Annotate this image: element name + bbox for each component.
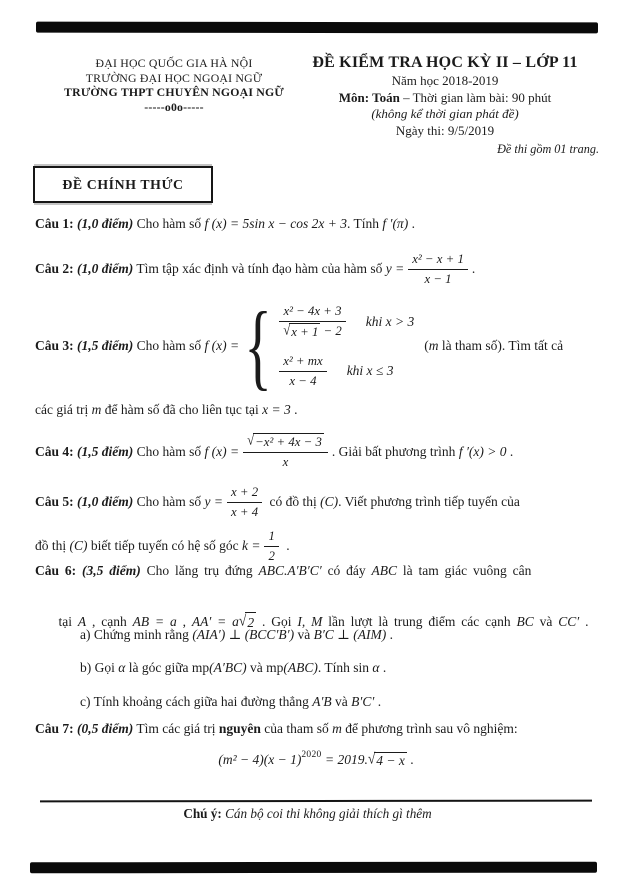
fraction-numerator: x² − 4x + 3: [279, 303, 345, 322]
question-6-item-b: b) Gọi α là góc giữa mp(A′BC) và mp(ABC). Tính sin α .: [80, 660, 387, 675]
question-3-continued: các giá trị m để hàm số đã cho liên tục tại x = 3 .: [35, 402, 298, 417]
question-5: [35, 480, 597, 524]
college-name: TRƯỜNG ĐẠI HỌC NGOẠI NGỮ: [85, 70, 263, 85]
radical-icon: √: [247, 432, 255, 448]
fraction: [279, 303, 346, 341]
question-1: Câu 1: (1,0 điểm) Cho hàm số f (x) = 5sin x − cos 2x + 3. Tính f ′(π) .: [35, 216, 415, 231]
question-4-text: Câu 4: (1,5 điểm) Cho hàm số f (x) =: [35, 444, 240, 459]
question-2-end: .: [471, 261, 476, 276]
subject-name: Môn: Toán: [338, 89, 400, 105]
fraction-denominator: x: [282, 455, 289, 469]
question-5-line2-end: .: [282, 538, 290, 553]
case-1: [275, 303, 414, 341]
fraction-numerator: [243, 433, 328, 453]
header-separator: -----o0o-----: [144, 99, 204, 114]
fraction-numerator: 1: [264, 528, 278, 547]
sqrt: √ 2: [239, 612, 256, 633]
radical-icon: √: [283, 321, 291, 338]
question-3: [35, 293, 597, 399]
fraction-numerator: x² + mx: [279, 353, 326, 372]
radical-icon: √: [367, 750, 376, 767]
fraction-numerator: x² − x + 1: [408, 251, 468, 270]
scan-artifact-bottom-bar: [30, 862, 597, 874]
piecewise-cases: [275, 303, 414, 390]
question-3-tail: (m là tham số). Tìm tất cả: [424, 338, 564, 353]
question-7-equation: $(m^2 - 4)(x - 1)^{2020} = 2019$. √ 4 − x .: [218, 750, 414, 768]
question-4: [35, 428, 597, 476]
question-7: Câu 7: (0,5 điểm) Tìm các giá trị nguyên của tham số m để phương trình sau vô nghiệm:: [35, 721, 518, 736]
time-note: (không kể thời gian phát đề): [371, 106, 519, 121]
question-5-text: Câu 5: (1,0 điểm) Cho hàm số y =: [35, 494, 224, 509]
subject-line: [287, 90, 603, 107]
exam-date: Ngày thi: 9/5/2019: [395, 122, 495, 138]
header-right: [287, 52, 603, 158]
question-6: Câu 6: (3,5 điểm) Cho lăng trụ đứng ABC.A′B′C′ có đáy ABC là tam giác vuông cân: [35, 563, 532, 578]
question-5-mid: có đồ thị (C). Viết phương trình tiếp tuyến của: [266, 494, 520, 509]
fraction: [279, 353, 326, 390]
question-6-line2: tại A , cạnh AB = a , AA′ = a √ 2 . Gọi I, M lần lượt là trung điểm các cạnh BC và CC′ .: [35, 592, 597, 653]
exponent: 2020: [301, 750, 322, 760]
sqrt: √ −x² + 4x − 3: [247, 432, 322, 449]
subject-duration: – Thời gian làm bài: 90 phút: [399, 89, 552, 105]
school-name: TRƯỜNG THPT CHUYÊN NGOẠI NGỮ: [64, 85, 284, 100]
fraction: [408, 251, 468, 288]
footer-divider: [40, 800, 592, 803]
question-4-end: . Giải bất phương trình f ′(x) > 0 .: [331, 444, 514, 459]
fraction: [227, 484, 262, 521]
fraction: [264, 528, 278, 565]
school-year: Năm học 2018-2019: [391, 73, 499, 88]
header-left: [38, 56, 310, 114]
question-6-item-a: a) Chứng minh rằng (AIA′) ⊥ (BCC′B′) và B′C ⊥ (AIM) .: [80, 627, 393, 642]
question-2-text: Câu 2: (1,0 điểm) Tìm tập xác định và tính đạo hàm của hàm số y =: [35, 261, 405, 276]
exam-title: ĐỀ KIỂM TRA HỌC KỲ II – LỚP 11: [312, 54, 578, 71]
fraction: [243, 433, 328, 471]
sqrt: √ 4 − x: [367, 750, 405, 768]
sqrt: √ x + 1: [283, 321, 319, 339]
fraction-numerator: x + 2: [227, 484, 262, 503]
question-5-line2-text: đồ thị (C) biết tiếp tuyến có hệ số góc k =: [35, 538, 261, 553]
case-1-condition: khi x > 3: [365, 313, 415, 329]
fraction-denominator: √ x + 1 − 2: [283, 321, 342, 339]
official-exam-stamp: [33, 166, 213, 203]
stamp-label: ĐỀ CHÍNH THỨC: [62, 176, 184, 192]
case-2: [275, 353, 414, 390]
footer-note: Chú ý: Cán bộ coi thi không giải thích gì thêm: [183, 806, 432, 821]
university-name: ĐẠI HỌC QUỐC GIA HÀ NỘI: [95, 56, 253, 70]
fraction-denominator: x − 1: [424, 271, 452, 286]
question-5-continued: [35, 527, 597, 565]
question-2: [35, 247, 597, 291]
scan-artifact-top-bar: [36, 22, 598, 34]
page-count-note: Đề thi gồm 01 trang.: [497, 142, 599, 156]
fraction-denominator: 2: [268, 548, 275, 563]
case-2-condition: khi x ≤ 3: [346, 363, 394, 378]
fraction-denominator: x + 4: [231, 504, 259, 519]
question-3-text: Câu 3: (1,5 điểm) Cho hàm số f (x) =: [35, 338, 240, 353]
question-6-item-c: c) Tính khoảng cách giữa hai đường thẳng A′B và B′C′ .: [80, 694, 382, 709]
cases-brace: {: [244, 292, 272, 399]
radical-icon: √: [238, 611, 247, 629]
fraction-denominator: x − 4: [289, 373, 317, 388]
